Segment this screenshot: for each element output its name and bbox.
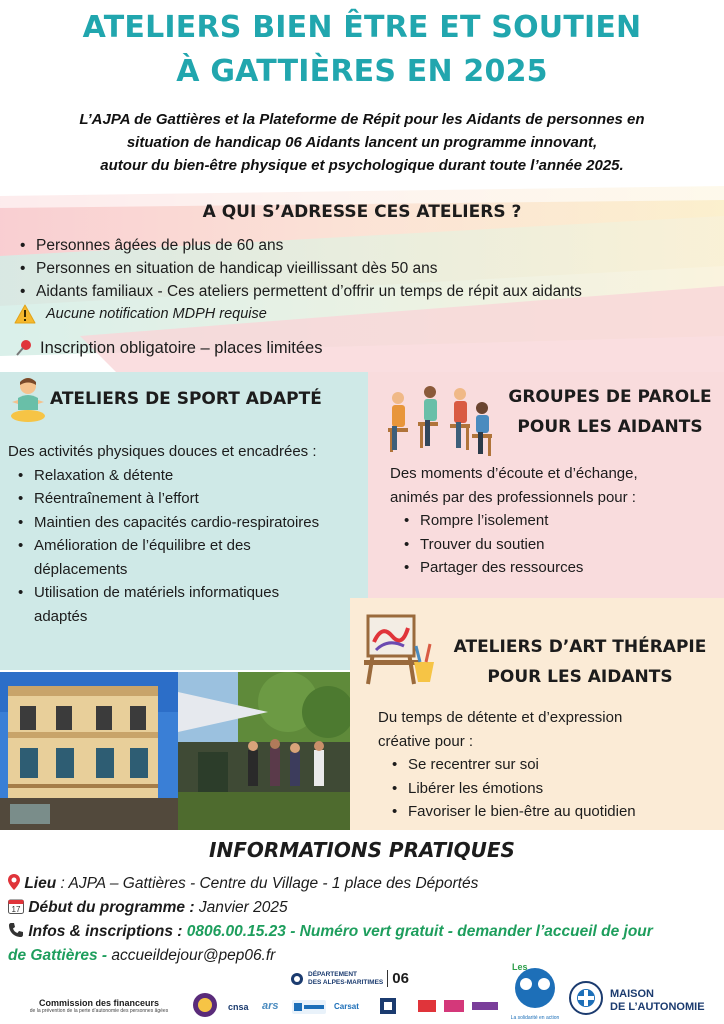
list-item: • Amélioration de l’équilibre et des déplacements (8, 534, 328, 581)
info-location (8, 872, 478, 896)
list-item: • Favoriser le bien-être au quotidien (382, 800, 718, 824)
sport-content (8, 440, 368, 628)
phone-icon (8, 922, 24, 938)
sport-intro: Des activités physiques douces et encadrées : (8, 443, 317, 460)
assurance-maladie-logo (292, 1000, 326, 1014)
lieu-label: Lieu (24, 875, 57, 892)
heading-line: GROUPES DE PAROLE (508, 387, 712, 407)
list-item: • Utilisation de matériels informatiques adaptés (8, 581, 328, 628)
mdph-note (14, 304, 267, 324)
pushpin-icon (14, 338, 34, 358)
contact-email[interactable]: accueildejour@pep06.fr (111, 947, 276, 964)
departement-number: 06 (387, 970, 409, 987)
info-heading: INFORMATIONS PRATIQUES (209, 838, 515, 862)
partner-logo-red (418, 1000, 436, 1012)
contact-label: Infos & inscriptions : (28, 923, 187, 940)
sport-heading: ATELIERS DE SPORT ADAPTÉ (50, 389, 322, 409)
parole-list (394, 509, 720, 580)
garden-gathering-image (178, 672, 350, 830)
intro-line: L’AJPA de Gattières et la Plateforme de Répit pour les Aidants de personnes en (79, 111, 645, 128)
round-seal-logo (192, 992, 218, 1018)
parole-intro: Des moments d’écoute et d’échange, (390, 465, 638, 482)
pep-logo (506, 960, 564, 1022)
list-item: • Maintien des capacités cardio-respiratoires (8, 511, 328, 535)
warning-icon (14, 304, 36, 324)
svg-text:17: 17 (11, 905, 21, 914)
partner-logo-purple (472, 1002, 498, 1010)
list-item: • Relaxation & détente (8, 464, 328, 488)
heading-line: POUR LES AIDANTS (487, 667, 673, 687)
registration-notice (14, 338, 322, 358)
location-pin-icon (8, 874, 20, 890)
parole-intro: animés par des professionnels pour : (390, 488, 636, 506)
list-item: • Se recentrer sur soi (382, 753, 718, 777)
commission-subtitle: de la prévention de la perte d’autonomie des personnes âgées (29, 1008, 169, 1014)
maison-autonomie-logo (610, 988, 705, 1014)
list-item: • Réentraînement à l’effort (8, 487, 328, 511)
page-title (0, 6, 724, 94)
maison-text: DE L’AUTONOMIE (610, 1001, 705, 1013)
target-list (18, 234, 582, 303)
building-image (0, 672, 178, 830)
maison-autonomie-emblem-icon (568, 980, 604, 1016)
heading-line: ATELIERS D’ART THÉRAPIE (453, 637, 707, 657)
list-item: • Personnes en situation de handicap vieillissant dès 50 ans (18, 257, 582, 280)
art-intro: créative pour : (378, 732, 474, 750)
list-item: • Personnes âgées de plus de 60 ans (18, 234, 582, 257)
list-item: • Rompre l’isolement (394, 509, 720, 533)
partner-logo-pink (444, 1000, 464, 1012)
discussion-group-icon (378, 378, 496, 458)
art-heading (438, 632, 722, 692)
intro-line: autour du bien-être physique et psychologique durant toute l’année 2025. (100, 157, 624, 174)
garden-photo (178, 672, 350, 830)
departement-logo (290, 970, 409, 987)
easel-painting-icon (364, 612, 438, 686)
maison-text: MAISON (610, 988, 654, 1000)
agirc-logo (380, 998, 396, 1014)
info-start (8, 896, 288, 920)
debut-label: Début du programme : (28, 899, 195, 916)
list-item: • Trouver du soutien (394, 533, 720, 557)
ars-logo: ars (262, 1000, 279, 1012)
heading-line: POUR LES AIDANTS (517, 417, 703, 437)
contact-separator: - (97, 947, 112, 964)
list-item: • Partager des ressources (394, 556, 720, 580)
debut-value: Janvier 2025 (194, 899, 288, 916)
lieu-value: : AJPA – Gattières - Centre du Village - 1 place des Déportés (56, 875, 479, 892)
parole-content (390, 462, 720, 580)
note-text: Aucune notification MDPH requise (46, 306, 267, 322)
pep-emblem-icon (506, 960, 564, 1010)
art-list (382, 753, 718, 824)
target-heading: A QUI S’ADRESSE CES ATELIERS ? (202, 202, 522, 222)
contact-phone[interactable]: 0806.00.15.23 - Numéro vert gratuit - demander l’accueil de jour (186, 923, 653, 940)
list-item: • Libérer les émotions (382, 777, 718, 801)
sport-list (8, 464, 328, 629)
departement-text: DES ALPES-MARITIMES (308, 978, 384, 986)
carsat-logo: Carsat (334, 1002, 359, 1011)
pep-tagline: La solidarité en action (510, 1015, 560, 1021)
meditation-person-icon (8, 376, 48, 426)
commission-title: Commission des financeurs (38, 998, 160, 1008)
partner-logos (0, 960, 724, 1024)
list-item: • Aidants familiaux - Ces ateliers permettent d’offrir un temps de répit aux aidants (18, 280, 582, 303)
department-crest-icon (290, 972, 304, 986)
art-intro: Du temps de détente et d’expression (378, 709, 623, 726)
calendar-icon (8, 898, 24, 914)
parole-heading (496, 382, 724, 442)
title-line-2: À GATTIÈRES EN 2025 (176, 54, 548, 89)
contact-place: de Gattières (8, 947, 98, 964)
departement-text: DÉPARTEMENT (308, 970, 357, 978)
art-content (378, 706, 718, 824)
intro-text (30, 108, 694, 177)
intro-line: situation de handicap 06 Aidants lancent un programme innovant, (126, 134, 598, 151)
svg-text:Les: Les (512, 962, 528, 972)
villa-photo (0, 672, 178, 830)
commission-logo (14, 998, 184, 1014)
registration-text: Inscription obligatoire – places limitées (40, 338, 323, 357)
title-line-1: ATELIERS BIEN ÊTRE ET SOUTIEN (82, 10, 642, 45)
cnsa-logo: cnsa (228, 1002, 249, 1012)
